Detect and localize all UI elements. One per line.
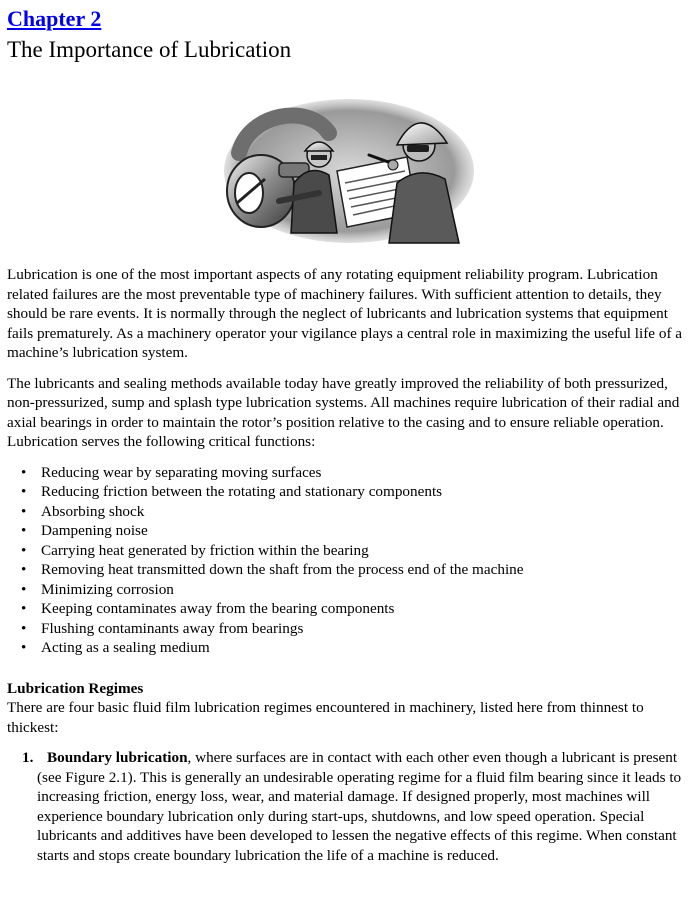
regimes-intro-paragraph: There are four basic fluid film lubrication regimes encountered in machinery, listed here from thinnest to thickest: (7, 699, 644, 736)
list-item: • Carrying heat generated by friction within the bearing (21, 541, 687, 561)
intro-paragraph: Lubrication is one of the most important aspects of any rotating equipment reliability program. Lubrication related failures are the most preventable type of machinery failures. With sufficient attention to details, they should be rare events. It is normally through the neglect of lubricants and lubrication systems that equipment fails prematurely. As a machinery operator your vigilance plays a central role in maximizing the useful life of a machine’s lubrication system. (7, 266, 683, 361)
illustration-svg (219, 93, 479, 253)
functions-intro-paragraph: The lubricants and sealing methods available today have greatly improved the reliability of both pressurized, non-pressurized, sump and splash type lubrication systems. All machines require lubrication of their radial and axial bearings in order to maintain the rotor’s position relative to the casing and to ensure reliable operation. Lubrication serves the following critical functions: (7, 374, 680, 450)
workers-inspecting-pump-illustration (219, 93, 479, 253)
list-item: • Minimizing corrosion (21, 580, 687, 600)
list-item-number: 1. (22, 749, 34, 766)
section-heading: Lubrication Regimes (7, 679, 144, 697)
page (7, 0, 687, 865)
list-item: • Dampening noise (21, 521, 687, 541)
list-item: • Reducing wear by separating moving surfaces (21, 463, 687, 483)
chapter-link[interactable]: Chapter 2 (7, 6, 102, 31)
chapter-title: The Importance of Lubrication (7, 37, 292, 62)
functions-list (7, 463, 687, 658)
list-item: • Keeping contaminates away from the bearing components (21, 599, 687, 619)
regimes-list (7, 748, 687, 865)
list-item: • Removing heat transmitted down the shaft from the process end of the machine (21, 560, 687, 580)
list-item: • Flushing contaminants away from bearings (21, 619, 687, 639)
list-item (7, 748, 687, 865)
list-item: • Absorbing shock (21, 502, 687, 522)
list-item-text: , where surfaces are in contact with each other even though a lubricant is present (see Figure 2.1). This is generally an undesirable operating regime for a fluid film bearing since it leads to increasing friction, energy loss, wear, and material damage. If designed properly, most machines will experience boundary lubrication only during start-ups, shutdowns, and low speed operation. Special lubricants and additives have been developed to lessen the negative effects of this regime. When constant starts and stops create boundary lubrication the life of a machine is reduced. (37, 749, 682, 864)
list-item: • Acting as a sealing medium (21, 638, 687, 658)
list-item: • Reducing friction between the rotating and stationary components (21, 482, 687, 502)
list-item-term: Boundary lubrication (47, 749, 188, 766)
